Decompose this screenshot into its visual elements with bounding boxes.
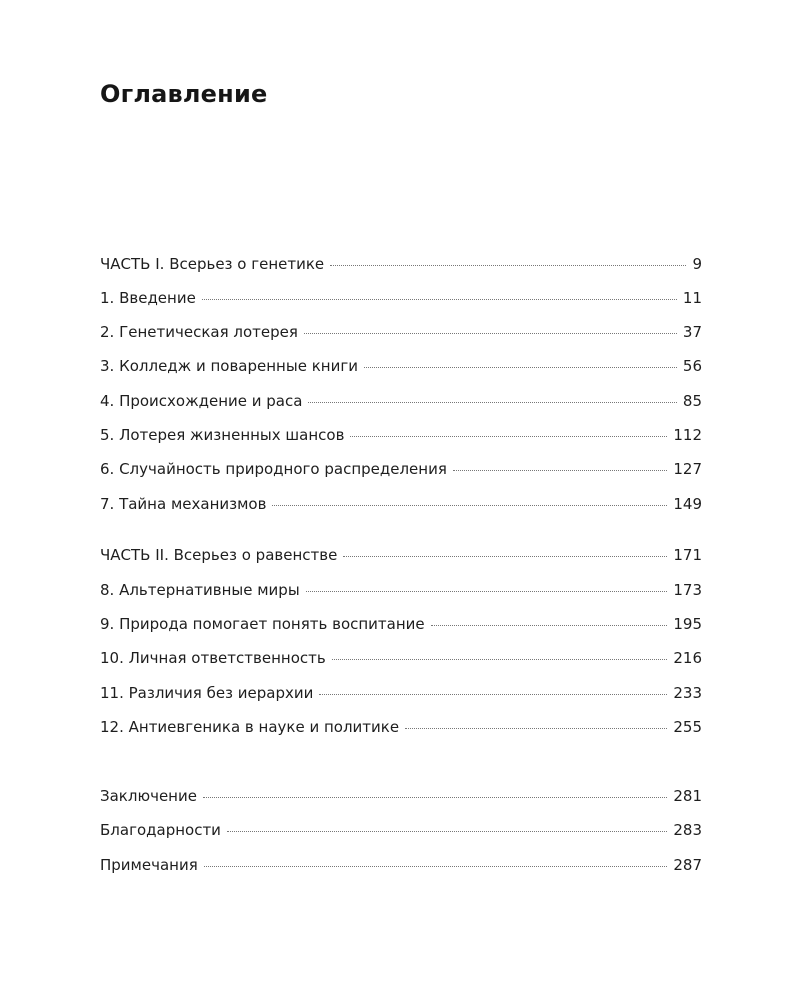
dot-leader [227,831,667,832]
toc-entry-page: 37 [682,323,702,341]
dot-leader [304,333,677,334]
toc-entry-page: 85 [682,392,702,410]
toc-entry[interactable] [100,391,702,411]
toc-entry[interactable] [100,820,702,840]
toc-entry-page: 127 [673,460,702,478]
dot-leader [431,625,668,626]
toc-entry-page: 56 [682,357,702,375]
toc-entry-title: 7. Тайна механизмов [100,495,267,513]
dot-leader [405,728,667,729]
dot-leader [202,299,677,300]
toc-entry[interactable] [100,648,702,668]
toc-entry-title: 5. Лотерея жизненных шансов [100,426,345,444]
dot-leader [332,659,668,660]
toc-entry-title: 3. Колледж и поваренные книги [100,357,358,375]
toc-entry-title: Заключение [100,787,197,805]
toc-entry-page: 11 [682,289,702,307]
toc-entry-title: 6. Случайность природного распределения [100,460,447,478]
toc-entry-page: 216 [673,649,702,667]
toc-entry[interactable] [100,786,702,806]
toc-entry[interactable] [100,322,702,342]
toc-entry-page: 9 [692,255,702,273]
toc-entry-page: 233 [673,684,702,702]
toc-entry[interactable] [100,717,702,737]
toc-entry[interactable] [100,614,702,634]
toc-entry-title: 12. Антиевгеника в науке и политике [100,718,400,736]
toc-entry-title: 4. Происхождение и раса [100,392,303,410]
toc-entry[interactable] [100,459,702,479]
dot-leader [203,797,667,798]
toc-entry-page: 112 [673,426,702,444]
dot-leader [350,436,667,437]
dot-leader [330,265,686,266]
toc-entry-title: 9. Природа помогает понять воспитание [100,615,425,633]
page-title: Оглавление [100,80,268,108]
dot-leader [306,591,668,592]
toc-entry-page: 255 [673,718,702,736]
toc-entry-title: Благодарности [100,821,221,839]
toc-entry[interactable] [100,580,702,600]
toc-entry-page: 149 [673,495,702,513]
toc-entry-page: 281 [673,787,702,805]
toc-entry[interactable] [100,494,702,514]
toc-entry-title: 8. Альтернативные миры [100,581,300,599]
toc-entry[interactable] [100,855,702,875]
toc-entry-page: 171 [673,546,702,564]
toc-entry[interactable] [100,683,702,703]
toc-entry-title: ЧАСТЬ I. Всерьез о генетике [100,255,325,273]
toc-entry-title: 1. Введение [100,289,196,307]
toc-entry-title: 2. Генетическая лотерея [100,323,298,341]
toc-entry-page: 195 [673,615,702,633]
dot-leader [319,694,667,695]
toc-entry-page: 173 [673,581,702,599]
toc-entry-part-2[interactable] [100,545,702,565]
toc-entry-title: 11. Различия без иерархии [100,684,314,702]
dot-leader [308,402,676,403]
toc-entry-page: 283 [673,821,702,839]
dot-leader [364,367,677,368]
toc-entry[interactable] [100,425,702,445]
dot-leader [343,556,667,557]
toc-entry-part-1[interactable] [100,254,702,274]
toc-entry-title: Примечания [100,856,198,874]
dot-leader [272,505,667,506]
dot-leader [453,470,667,471]
toc-entry[interactable] [100,288,702,308]
dot-leader [204,866,668,867]
toc-entry-page: 287 [673,856,702,874]
toc-entry-title: 10. Личная ответственность [100,649,326,667]
toc-entry[interactable] [100,356,702,376]
toc-entry-title: ЧАСТЬ II. Всерьез о равенстве [100,546,338,564]
